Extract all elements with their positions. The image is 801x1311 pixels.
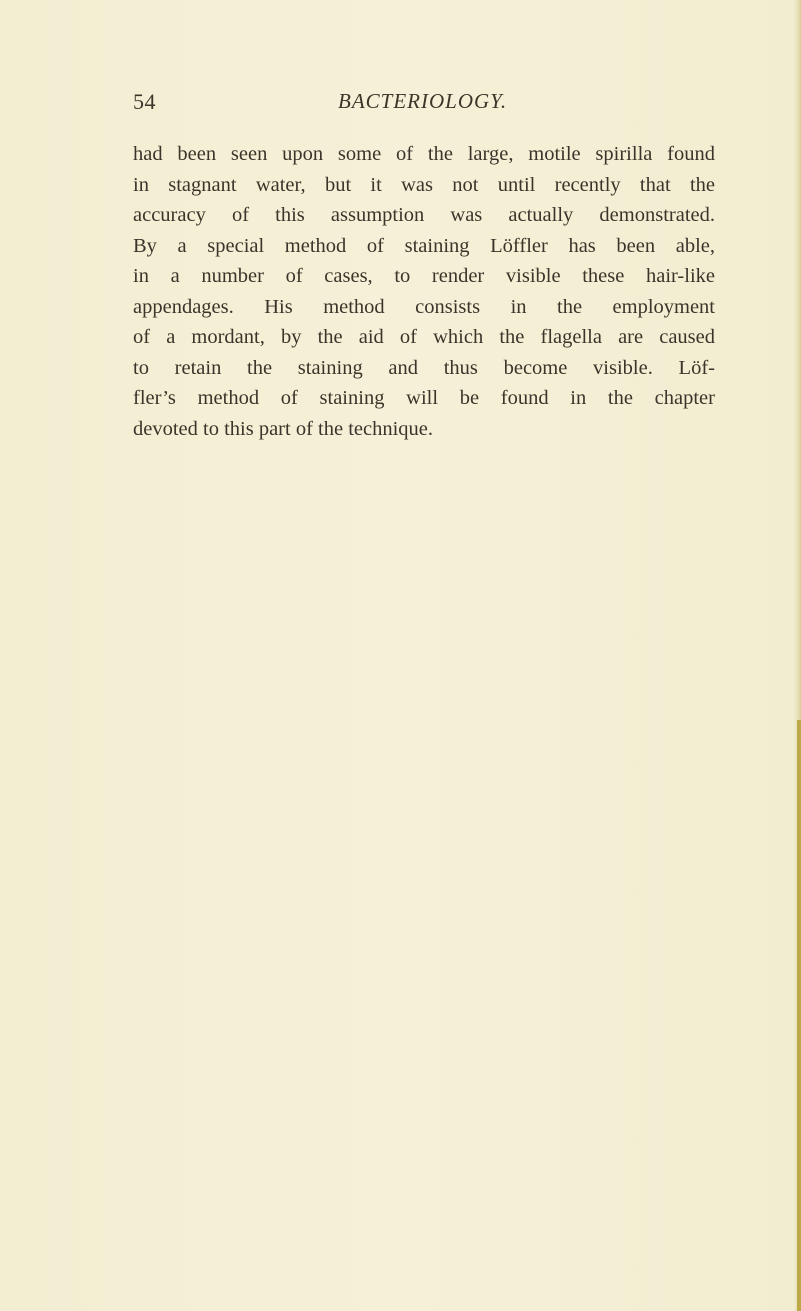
text-line: fler’s method of staining will be found in the chapter: [133, 387, 715, 409]
text-line: By a special method of staining Löffler has been able,: [133, 234, 715, 257]
text-line: to retain the staining and thus become visible. Löf-: [133, 356, 715, 379]
text-line: appendages. His method consists in the employment: [133, 295, 715, 318]
text-line: in a number of cases, to render visible these hair-like: [133, 265, 715, 287]
running-title: BACTERIOLOGY.: [338, 89, 508, 113]
text-line: devoted to this part of the technique.: [133, 417, 434, 440]
text-line: in stagnant water, but it was not until recently that the: [133, 173, 715, 196]
text-line: accuracy of this assumption was actually demonstrated.: [133, 204, 715, 226]
page-edge-stain: [797, 720, 801, 1311]
text-line: had been seen upon some of the large, motile spirilla found: [133, 143, 715, 165]
page-number: 54: [133, 89, 156, 114]
text-line: of a mordant, by the aid of which the flagella are caused: [133, 326, 715, 348]
running-head: [0, 89, 801, 119]
body-paragraph: [133, 139, 715, 444]
